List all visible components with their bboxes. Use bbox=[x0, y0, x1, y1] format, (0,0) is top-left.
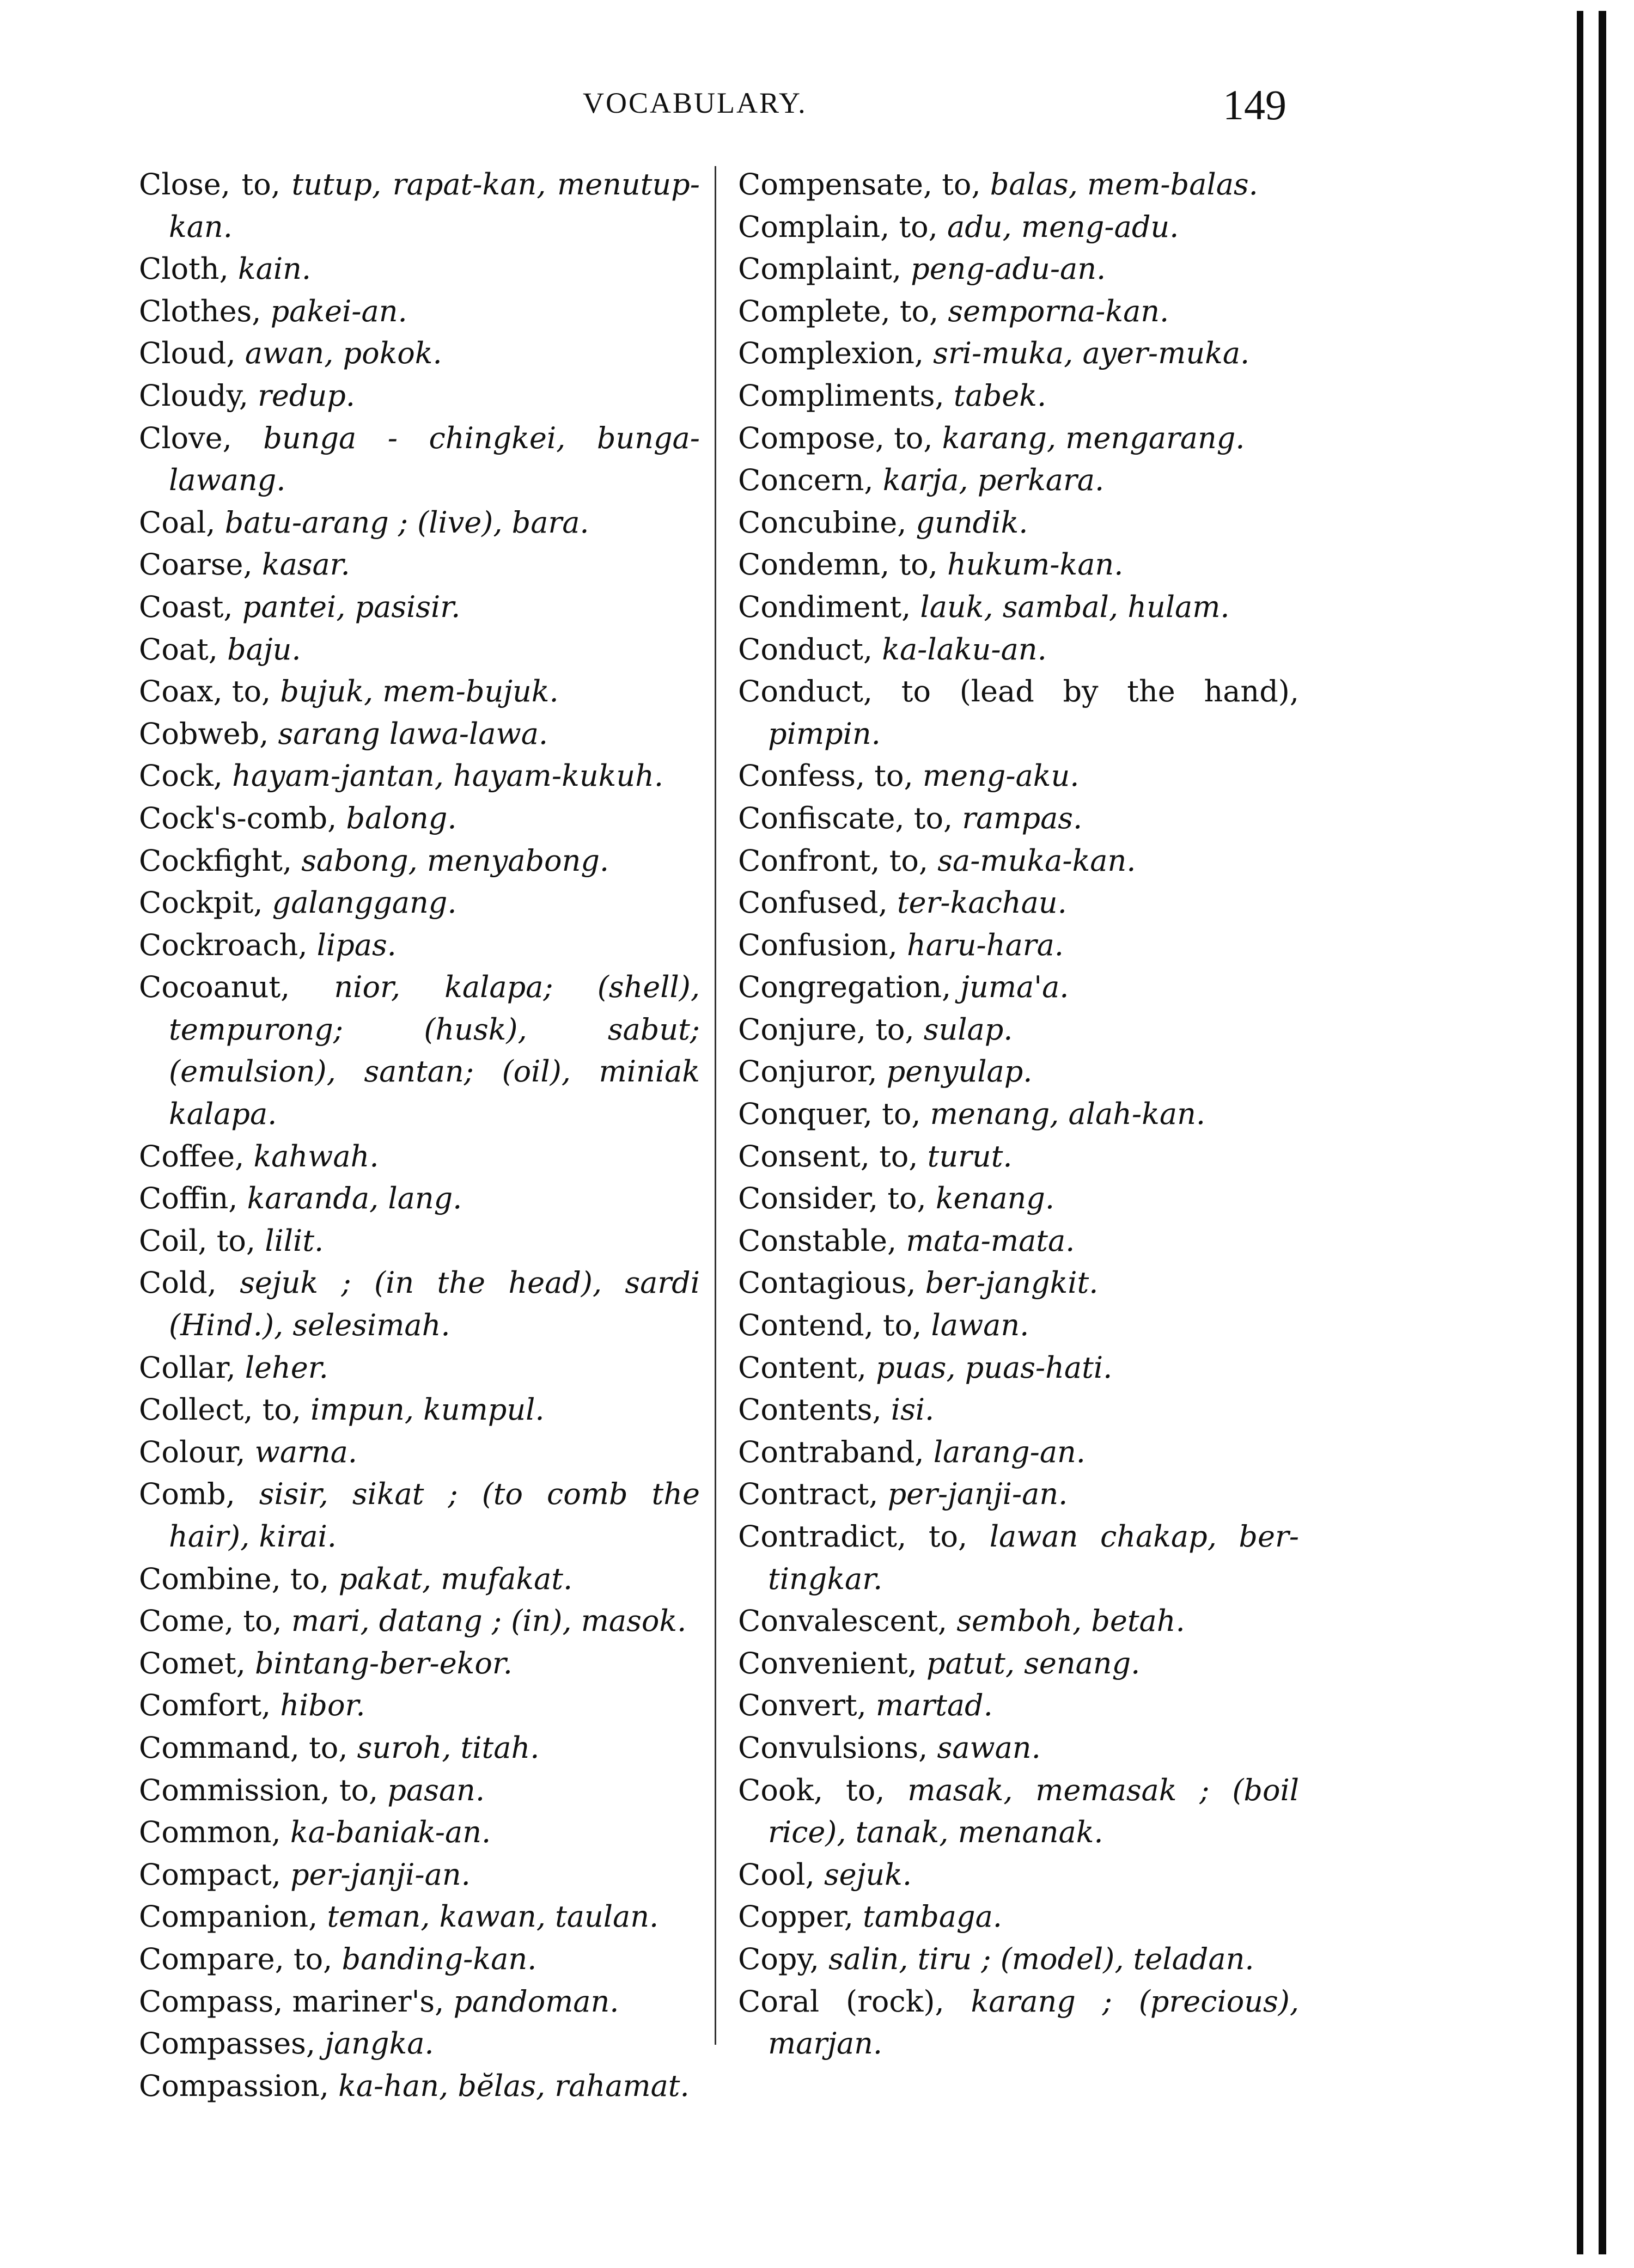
vocab-entry bbox=[139, 2022, 700, 2065]
vocab-entry bbox=[738, 1980, 1299, 2065]
entry-headword: Cockfight, bbox=[139, 843, 302, 878]
entry-translation: per-janji-an. bbox=[887, 1477, 1068, 1512]
entry-headword: Coarse, bbox=[139, 547, 262, 582]
entry-headword: Convenient, bbox=[738, 1646, 926, 1680]
entry-translation: larang-an. bbox=[933, 1434, 1086, 1469]
entry-headword: Contract, bbox=[738, 1477, 888, 1512]
vocab-entry bbox=[139, 2065, 700, 2107]
entry-translation: semboh, betah. bbox=[956, 1604, 1185, 1639]
entry-translation: jangka. bbox=[325, 2026, 434, 2061]
vocab-entry bbox=[139, 248, 700, 290]
entry-headword: Cloudy, bbox=[139, 378, 258, 413]
entry-headword: Confront, to, bbox=[738, 843, 938, 878]
vocab-entry bbox=[738, 1854, 1299, 1896]
entry-translation: pimpin. bbox=[768, 716, 881, 751]
entry-translation: ka-baniak-an. bbox=[290, 1815, 491, 1850]
entry-translation: martad. bbox=[875, 1688, 993, 1723]
vocab-entry bbox=[738, 966, 1299, 1008]
vocab-entry bbox=[139, 163, 700, 248]
entry-translation: patut, senang. bbox=[926, 1646, 1141, 1680]
page-number: 149 bbox=[1223, 81, 1287, 129]
entry-headword: Concern, bbox=[738, 463, 883, 498]
entry-translation: rampas. bbox=[962, 800, 1083, 835]
right-column bbox=[738, 163, 1299, 2065]
vocab-entry bbox=[738, 417, 1299, 460]
entry-headword: Coal, bbox=[139, 505, 225, 540]
entry-translation: sawan. bbox=[937, 1730, 1041, 1765]
entry-headword: Concubine, bbox=[738, 505, 916, 540]
entry-translation: balong. bbox=[346, 800, 457, 835]
entry-translation: suroh, titah. bbox=[357, 1730, 540, 1765]
vocab-entry bbox=[738, 1347, 1299, 1389]
vocab-entry bbox=[738, 543, 1299, 586]
entry-headword: Complaint, bbox=[738, 252, 911, 286]
entry-headword: Condiment, bbox=[738, 589, 920, 624]
entry-translation: per-janji-an. bbox=[290, 1857, 471, 1892]
entry-headword: Confusion, bbox=[738, 927, 907, 962]
vocab-entry bbox=[738, 459, 1299, 502]
entry-translation: gundik. bbox=[916, 505, 1028, 540]
entry-translation: teman, kawan, taulan. bbox=[327, 1899, 659, 1934]
vocab-entry bbox=[139, 797, 700, 840]
entry-translation: banding-kan. bbox=[342, 1941, 537, 1976]
vocab-entry bbox=[139, 1727, 700, 1769]
vocab-entry bbox=[139, 1558, 700, 1600]
vocab-entry bbox=[139, 1262, 700, 1346]
entry-translation: karja, perkara. bbox=[882, 463, 1105, 498]
entry-headword: Consider, to, bbox=[738, 1181, 936, 1216]
vocab-entry bbox=[139, 375, 700, 417]
entry-translation: sa-muka-kan. bbox=[937, 843, 1136, 878]
entry-translation: batu-arang ; (live), bara. bbox=[224, 505, 589, 540]
vocab-entry bbox=[738, 924, 1299, 967]
vocab-entry bbox=[139, 1600, 700, 1642]
entry-translation: lawan chakap, ber-tingkar. bbox=[768, 1519, 1299, 1596]
entry-headword: Collect, to, bbox=[139, 1392, 311, 1427]
entry-headword: Copy, bbox=[738, 1941, 829, 1976]
vocab-entry bbox=[738, 1684, 1299, 1727]
entry-translation: karanda, lang. bbox=[247, 1181, 462, 1216]
entry-translation: baju. bbox=[227, 632, 301, 667]
entry-headword: Compass, mariner's, bbox=[139, 1984, 454, 2019]
vocab-entry bbox=[738, 1262, 1299, 1304]
entry-translation: peng-adu-an. bbox=[911, 252, 1106, 286]
vocab-entry bbox=[738, 163, 1299, 206]
entry-translation: tutup, rapat-kan, menutup-kan. bbox=[169, 167, 700, 244]
entry-headword: Conjure, to, bbox=[738, 1012, 924, 1047]
vocab-entry bbox=[738, 1093, 1299, 1135]
entry-headword: Congregation, bbox=[738, 970, 961, 1005]
entry-translation: sejuk ; (in the head), sardi (Hind.), selesimah. bbox=[169, 1266, 700, 1343]
entry-translation: kasar. bbox=[261, 547, 350, 582]
entry-translation: karang, mengarang. bbox=[942, 420, 1245, 455]
vocab-entry bbox=[738, 586, 1299, 628]
entry-translation: haru-hara. bbox=[906, 927, 1064, 962]
entry-headword: Cool, bbox=[738, 1857, 824, 1892]
vocab-entry bbox=[139, 417, 700, 502]
entry-translation: impun, kumpul. bbox=[310, 1392, 545, 1427]
entry-headword: Contents, bbox=[738, 1392, 891, 1427]
entry-headword: Contend, to, bbox=[738, 1308, 931, 1343]
vocab-entry bbox=[738, 206, 1299, 248]
entry-headword: Cobweb, bbox=[139, 716, 278, 751]
vocab-entry bbox=[139, 628, 700, 671]
vocab-entry bbox=[139, 1684, 700, 1727]
vocab-entry bbox=[738, 332, 1299, 375]
entry-headword: Convulsions, bbox=[738, 1730, 937, 1765]
entry-translation: kahwah. bbox=[253, 1139, 379, 1173]
vocab-entry bbox=[738, 1473, 1299, 1515]
entry-headword: Complete, to, bbox=[738, 294, 948, 328]
entry-headword: Conjuror, bbox=[738, 1054, 887, 1089]
entry-translation: galanggang. bbox=[272, 885, 457, 920]
entry-translation: balas, mem-balas. bbox=[990, 167, 1258, 201]
entry-headword: Cocoanut, bbox=[139, 970, 334, 1005]
entry-translation: puas, puas-hati. bbox=[876, 1350, 1113, 1385]
entry-headword: Coral (rock), bbox=[738, 1984, 971, 2019]
entry-headword: Coast, bbox=[139, 589, 242, 624]
vocab-entry bbox=[738, 290, 1299, 333]
vocab-entry bbox=[139, 1642, 700, 1685]
entry-headword: Comet, bbox=[139, 1646, 255, 1680]
entry-translation: penyulap. bbox=[886, 1054, 1033, 1089]
entry-translation: pakat, mufakat. bbox=[338, 1561, 573, 1596]
vocab-entry bbox=[738, 1389, 1299, 1431]
vocab-entry bbox=[139, 924, 700, 967]
entry-headword: Common, bbox=[139, 1815, 290, 1850]
vocab-entry bbox=[738, 670, 1299, 755]
running-head: VOCABULARY. bbox=[583, 87, 807, 119]
vocab-entry bbox=[139, 1389, 700, 1431]
entry-headword: Compassion, bbox=[139, 2068, 339, 2103]
left-column bbox=[139, 163, 700, 2107]
entry-translation: sabong, menyabong. bbox=[301, 843, 609, 878]
vocab-entry bbox=[139, 1811, 700, 1854]
vocab-entry bbox=[139, 840, 700, 882]
entry-headword: Clothes, bbox=[139, 294, 271, 328]
entry-translation: kenang. bbox=[935, 1181, 1055, 1216]
entry-headword: Coat, bbox=[139, 632, 228, 667]
entry-translation: mata-mata. bbox=[906, 1223, 1075, 1258]
entry-translation: sisir, sikat ; (to comb the hair), kirai. bbox=[169, 1477, 700, 1554]
entry-headword: Conduct, bbox=[738, 632, 882, 667]
column-divider bbox=[715, 166, 716, 2045]
entry-headword: Convalescent, bbox=[738, 1604, 957, 1639]
entry-translation: mari, datang ; (in), masok. bbox=[291, 1604, 687, 1639]
entry-translation: sejuk. bbox=[824, 1857, 912, 1892]
entry-translation: ka-han, bĕlas, rahamat. bbox=[338, 2068, 690, 2103]
entry-translation: karang ; (precious), marjan. bbox=[768, 1984, 1299, 2061]
entry-translation: lawan. bbox=[931, 1308, 1029, 1343]
vocab-entry bbox=[738, 248, 1299, 290]
vocab-entry bbox=[139, 1431, 700, 1474]
vocab-entry bbox=[139, 713, 700, 755]
entry-headword: Contradict, to, bbox=[738, 1519, 990, 1554]
entry-headword: Cock's-comb, bbox=[139, 800, 346, 835]
entry-headword: Compliments, bbox=[738, 378, 954, 413]
entry-headword: Coffee, bbox=[139, 1139, 254, 1173]
vocab-entry bbox=[139, 882, 700, 924]
vocab-entry bbox=[139, 1177, 700, 1220]
entry-headword: Constable, bbox=[738, 1223, 906, 1258]
binding-edge-rule bbox=[1577, 11, 1583, 2254]
entry-headword: Complexion, bbox=[738, 336, 934, 371]
entry-headword: Coil, to, bbox=[139, 1223, 265, 1258]
entry-headword: Convert, bbox=[738, 1688, 876, 1723]
entry-headword: Cockpit, bbox=[139, 885, 272, 920]
entry-headword: Cloth, bbox=[139, 252, 238, 286]
vocab-entry bbox=[738, 1135, 1299, 1178]
vocab-entry bbox=[139, 1938, 700, 1980]
entry-translation: masak, memasak ; (boil rice), tanak, menanak. bbox=[768, 1772, 1300, 1850]
entry-headword: Conquer, to, bbox=[738, 1097, 930, 1132]
vocab-entry bbox=[139, 670, 700, 713]
entry-translation: awan, pokok. bbox=[245, 336, 442, 371]
vocab-entry bbox=[738, 1938, 1299, 1980]
entry-headword: Colour, bbox=[139, 1434, 255, 1469]
entry-translation: bunga - chingkei, bunga-lawang. bbox=[169, 420, 700, 498]
vocab-entry bbox=[139, 1135, 700, 1178]
entry-headword: Command, to, bbox=[139, 1730, 357, 1765]
entry-headword: Coax, to, bbox=[139, 674, 281, 709]
entry-headword: Comfort, bbox=[139, 1688, 281, 1723]
entry-translation: sulap. bbox=[923, 1012, 1013, 1047]
entry-headword: Cloud, bbox=[139, 336, 245, 371]
entry-translation: adu, meng-adu. bbox=[947, 209, 1179, 244]
entry-translation: leher. bbox=[245, 1350, 328, 1385]
vocab-entry bbox=[738, 1727, 1299, 1769]
entry-translation: pasan. bbox=[387, 1772, 485, 1807]
entry-translation: turut. bbox=[927, 1139, 1013, 1173]
entry-headword: Compose, to, bbox=[738, 420, 942, 455]
vocab-entry bbox=[738, 1220, 1299, 1262]
entry-headword: Commission, to, bbox=[139, 1772, 388, 1807]
vocab-entry bbox=[139, 586, 700, 628]
vocab-entry bbox=[139, 1347, 700, 1389]
vocab-entry bbox=[139, 1220, 700, 1262]
vocab-entry bbox=[139, 1769, 700, 1812]
entry-translation: lipas. bbox=[316, 927, 397, 962]
entry-translation: lilit. bbox=[265, 1223, 324, 1258]
entry-translation: tabek. bbox=[953, 378, 1047, 413]
vocab-entry bbox=[139, 755, 700, 797]
entry-translation: tambaga. bbox=[863, 1899, 1002, 1934]
entry-headword: Confiscate, to, bbox=[738, 800, 962, 835]
vocab-entry bbox=[139, 1980, 700, 2023]
entry-headword: Cook, to, bbox=[738, 1772, 908, 1807]
entry-headword: Contraband, bbox=[738, 1434, 934, 1469]
entry-translation: juma'a. bbox=[960, 970, 1069, 1005]
vocab-entry bbox=[738, 1769, 1299, 1854]
vocab-entry bbox=[139, 332, 700, 375]
entry-translation: isi. bbox=[891, 1392, 935, 1427]
entry-translation: semporna-kan. bbox=[948, 294, 1169, 328]
entry-headword: Combine, to, bbox=[139, 1561, 339, 1596]
entry-headword: Compact, bbox=[139, 1857, 291, 1892]
vocab-entry bbox=[738, 502, 1299, 544]
entry-translation: meng-aku. bbox=[922, 759, 1080, 793]
entry-translation: lauk, sambal, hulam. bbox=[920, 589, 1230, 624]
vocab-entry bbox=[738, 1008, 1299, 1051]
entry-headword: Cockroach, bbox=[139, 927, 317, 962]
entry-translation: bujuk, mem-bujuk. bbox=[280, 674, 559, 709]
entry-headword: Companion, bbox=[139, 1899, 327, 1934]
vocab-entry bbox=[139, 290, 700, 333]
entry-translation: salin, tiru ; (model), teladan. bbox=[828, 1941, 1254, 1976]
vocab-entry bbox=[738, 628, 1299, 671]
entry-translation: pakei-an. bbox=[270, 294, 407, 328]
entry-headword: Conduct, to (lead by the hand), bbox=[738, 674, 1299, 709]
entry-headword: Condemn, to, bbox=[738, 547, 947, 582]
entry-headword: Comb, bbox=[139, 1477, 259, 1512]
vocab-entry bbox=[738, 1177, 1299, 1220]
entry-headword: Content, bbox=[738, 1350, 876, 1385]
vocab-entry bbox=[139, 1896, 700, 1938]
page-header bbox=[0, 81, 1634, 129]
entry-headword: Contagious, bbox=[738, 1266, 925, 1300]
vocab-entry bbox=[139, 502, 700, 544]
entry-translation: ka-laku-an. bbox=[882, 632, 1047, 667]
vocab-entry bbox=[738, 797, 1299, 840]
vocab-entry bbox=[738, 1050, 1299, 1093]
vocab-entry bbox=[738, 882, 1299, 924]
entry-headword: Come, to, bbox=[139, 1604, 291, 1639]
vocab-entry bbox=[738, 1600, 1299, 1642]
entry-headword: Confess, to, bbox=[738, 759, 923, 793]
entry-headword: Confused, bbox=[738, 885, 897, 920]
vocab-entry bbox=[139, 1473, 700, 1557]
entry-headword: Collar, bbox=[139, 1350, 245, 1385]
entry-translation: hibor. bbox=[280, 1688, 365, 1723]
vocab-entry bbox=[738, 1431, 1299, 1474]
entry-translation: kain. bbox=[237, 252, 312, 286]
vocab-entry bbox=[139, 1854, 700, 1896]
entry-translation: ber-jangkit. bbox=[925, 1266, 1099, 1300]
entry-headword: Compensate, to, bbox=[738, 167, 990, 201]
entry-translation: hayam-jantan, hayam-kukuh. bbox=[232, 759, 664, 793]
entry-headword: Close, to, bbox=[139, 167, 292, 201]
entry-translation: menang, alah-kan. bbox=[930, 1097, 1206, 1132]
entry-headword: Consent, to, bbox=[738, 1139, 928, 1173]
vocab-entry bbox=[738, 840, 1299, 882]
entry-headword: Clove, bbox=[139, 420, 264, 455]
entry-headword: Compasses, bbox=[139, 2026, 325, 2061]
vocab-entry bbox=[738, 1896, 1299, 1938]
entry-translation: ter-kachau. bbox=[897, 885, 1067, 920]
entry-translation: redup. bbox=[258, 378, 355, 413]
entry-translation: nior, kalapa; (shell), tempurong; (husk), sabut; (emulsion), santan; (oil), miniak kalapa. bbox=[169, 970, 700, 1132]
vocab-entry bbox=[738, 1304, 1299, 1347]
entry-headword: Coffin, bbox=[139, 1181, 247, 1216]
binding-edge-rule bbox=[1599, 11, 1606, 2254]
vocab-entry bbox=[738, 375, 1299, 417]
entry-headword: Compare, to, bbox=[139, 1941, 342, 1976]
entry-headword: Complain, to, bbox=[738, 209, 947, 244]
entry-translation: sri-muka, ayer-muka. bbox=[933, 336, 1250, 371]
entry-translation: bintang-ber-ekor. bbox=[255, 1646, 513, 1680]
entry-headword: Copper, bbox=[738, 1899, 863, 1934]
entry-headword: Cold, bbox=[139, 1266, 240, 1300]
entry-translation: sarang lawa-lawa. bbox=[278, 716, 548, 751]
entry-translation: pandoman. bbox=[453, 1984, 619, 2019]
entry-translation: warna. bbox=[254, 1434, 357, 1469]
vocab-entry bbox=[738, 755, 1299, 797]
vocab-entry bbox=[139, 543, 700, 586]
entry-translation: pantei, pasisir. bbox=[242, 589, 461, 624]
entry-headword: Cock, bbox=[139, 759, 233, 793]
entry-translation: hukum-kan. bbox=[947, 547, 1124, 582]
vocab-entry bbox=[738, 1642, 1299, 1685]
vocab-entry bbox=[139, 966, 700, 1135]
vocab-entry bbox=[738, 1515, 1299, 1600]
